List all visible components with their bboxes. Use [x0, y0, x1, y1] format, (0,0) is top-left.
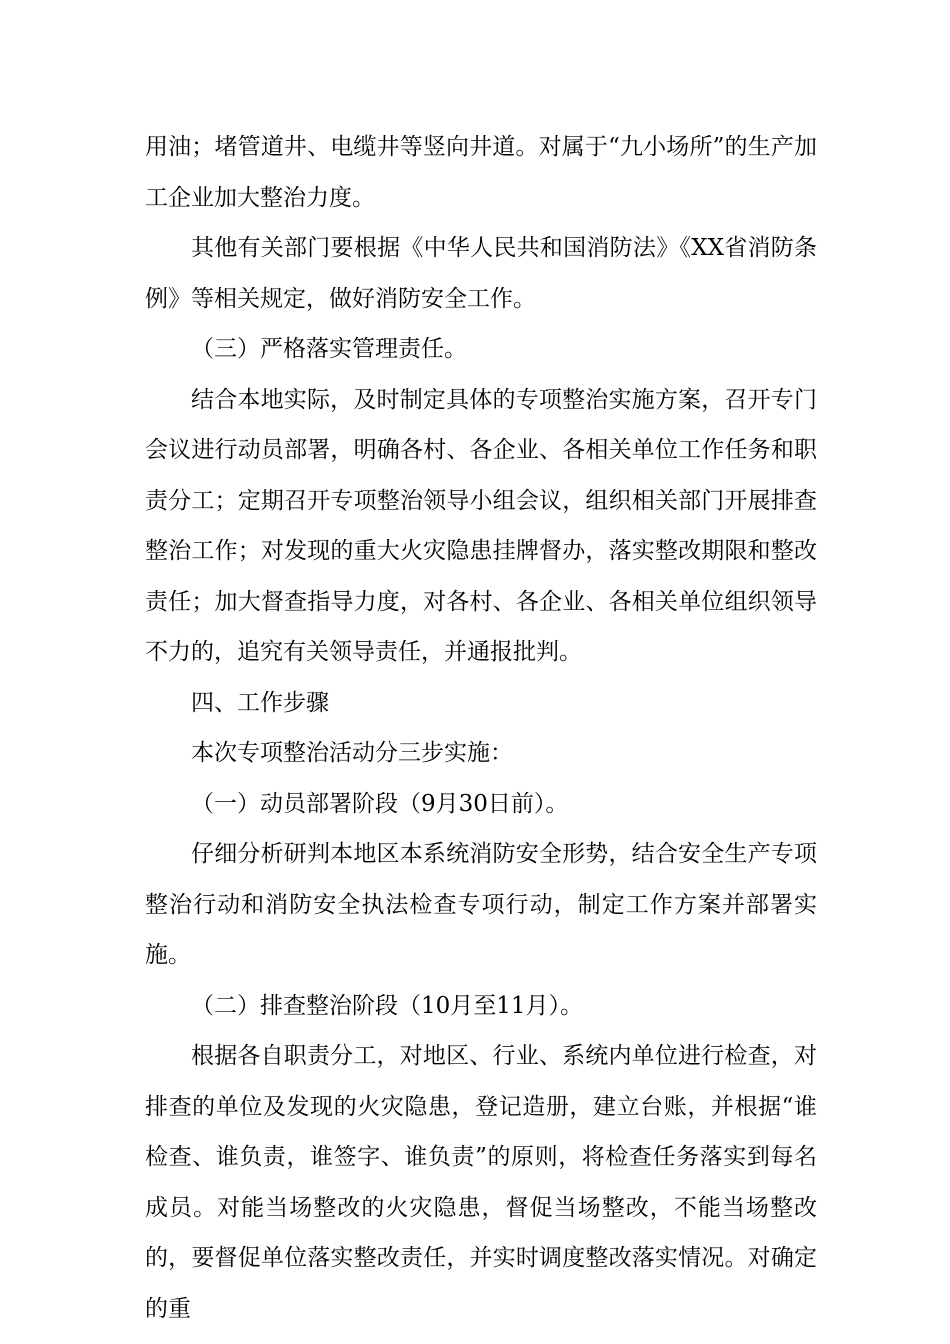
paragraph-8: 仔细分析研判本地区本系统消防安全形势，结合安全生产专项整治行动和消防安全执法检查专项行动，制定工作方案并部署实施。: [145, 841, 817, 968]
step-heading-2: （二）排查整治阶段（10月至11月）。: [191, 992, 584, 1019]
section-heading-3: （三）严格落实管理责任。: [191, 336, 467, 362]
paragraph-6: 本次专项整治活动分三步实施：: [191, 740, 513, 766]
document-body: [145, 122, 817, 1334]
paragraph-1: 用油；堵管道井、电缆井等竖向井道。对属于“九小场所”的生产加工企业加大整治力度。: [145, 134, 817, 211]
paragraph-2: 其他有关部门要根据《中华人民共和国消防法》《XX省消防条例》等相关规定，做好消防安全工作。: [145, 235, 817, 312]
step-heading-1: （一）动员部署阶段（9月30日前）。: [191, 790, 569, 817]
paragraph-10: 根据各自职责分工，对地区、行业、系统内单位进行检查，对排查的单位及发现的火灾隐患，登记造册，建立台账，并根据“谁检查、谁负责，谁签字、谁负责”的原则，将检查任务落实到每名成员。对能当场整改的火灾隐患，督促当场整改，不能当场整改的，要督促单位落实整改责任，并实时调度整改落实情况。对确定的重: [145, 1043, 817, 1322]
paragraph-4: 结合本地实际，及时制定具体的专项整治实施方案，召开专门会议进行动员部署，明确各村、各企业、各相关单位工作任务和职责分工；定期召开专项整治领导小组会议，组织相关部门开展排查整治工作；对发现的重大火灾隐患挂牌督办，落实整改期限和整改责任；加大督查指导力度，对各村、各企业、各相关单位组织领导不力的，追究有关领导责任，并通报批判。: [145, 386, 817, 665]
chapter-heading-4: 四、工作步骤: [191, 689, 329, 716]
